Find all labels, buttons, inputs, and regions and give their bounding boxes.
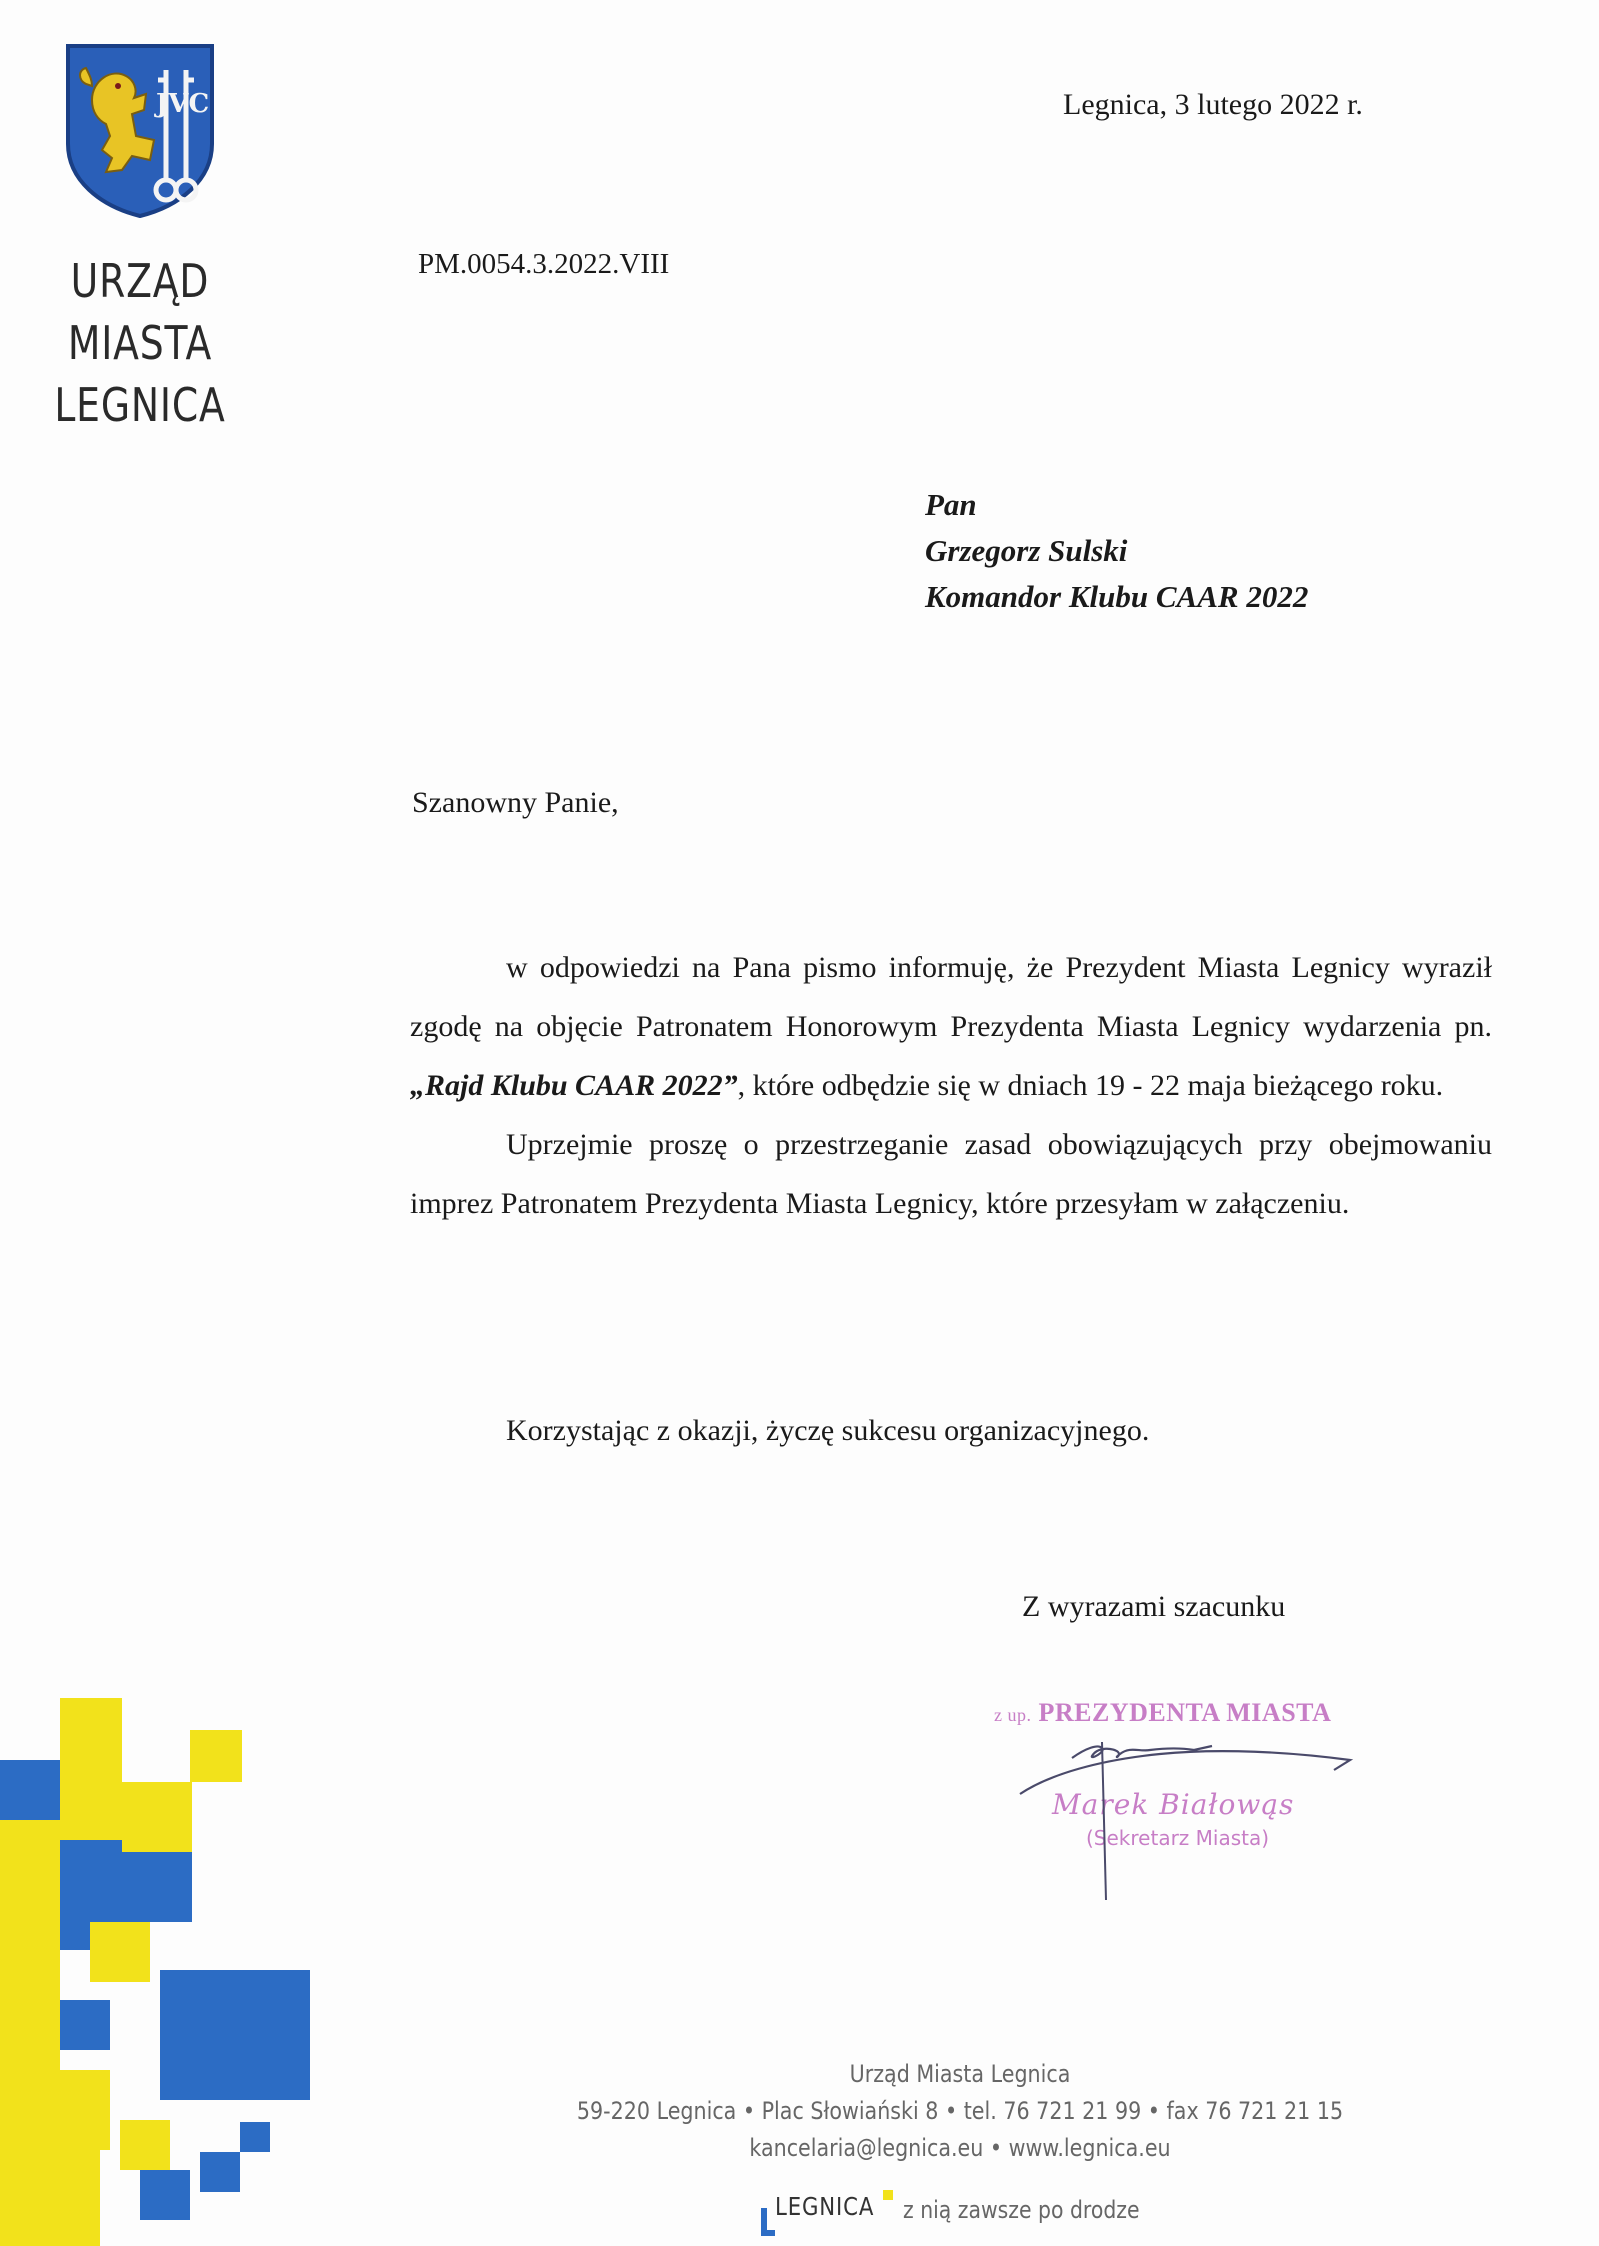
recipient-name: Grzegorz Sulski	[925, 533, 1128, 568]
office-name	[50, 250, 230, 436]
office-name-line: URZĄD	[70, 254, 210, 308]
footer-email-web: kancelaria@legnica.eu • www.legnica.eu	[749, 2134, 1171, 2162]
brand-dot-icon	[883, 2190, 893, 2200]
body-paragraph	[410, 938, 1492, 1115]
brand-logo: LEGNICA	[775, 2192, 875, 2221]
footer-contact	[547, 2056, 1373, 2167]
svg-text:JVC: JVC	[156, 89, 210, 119]
salutation: Szanowny Panie,	[412, 786, 619, 819]
official-stamp	[990, 1690, 1390, 1900]
recipient-block	[925, 482, 1308, 620]
event-name: „Rajd Klubu CAAR 2022”	[410, 1069, 738, 1102]
footer-org: Urząd Miasta Legnica	[849, 2060, 1071, 2088]
stamp-prefix: z up.	[994, 1705, 1032, 1725]
mosaic-squares	[0, 1698, 310, 2246]
footer-address: 59-220 Legnica • Plac Słowiański 8 • tel. 76 721 21 99 • fax 76 721 21 15	[576, 2097, 1344, 2125]
stamp-title-text: PREZYDENTA MIASTA	[1038, 1698, 1332, 1727]
brand-corner-icon	[761, 2208, 767, 2230]
body-paragraph: Uprzejmie proszę o przestrzeganie zasad obowiązujących przy obejmowaniu imprez Patronatem Prezydenta Miasta Legnicy, które przesyłam w załączeniu.	[410, 1128, 1492, 1220]
closing-wish: Korzystając z okazji, życzę sukcesu organizacyjnego.	[506, 1414, 1150, 1447]
letter-date: Legnica, 3 lutego 2022 r.	[1063, 88, 1363, 121]
coat-of-arms-icon	[62, 40, 218, 220]
reference-number: PM.0054.3.2022.VIII	[418, 248, 670, 280]
office-name-line: LEGNICA	[54, 378, 226, 432]
signature-mark	[990, 1690, 1390, 1900]
paragraph-text: w odpowiedzi na Pana pismo informuję, że Prezydent Miasta Legnicy wyraził zgodę na objęcie Patronatem Honorowym Prezydenta Miasta Legnicy wydarzenia pn.	[410, 951, 1492, 1043]
stamp-name: Marek Białowąs	[1052, 1788, 1295, 1821]
paragraph-text: , które odbędzie się w dniach 19 - 22 maja bieżącego roku.	[737, 1069, 1444, 1102]
recipient-role: Komandor Klubu CAAR 2022	[925, 579, 1309, 614]
recipient-title: Pan	[925, 487, 977, 522]
brand-slogan: z nią zawsze po drodze	[903, 2196, 1140, 2224]
regards: Z wyrazami szacunku	[1022, 1590, 1286, 1623]
office-name-line: MIASTA	[67, 316, 213, 370]
decorative-mosaic	[0, 1690, 330, 2246]
letter-body	[410, 938, 1492, 1233]
stamp-role: (Sekretarz Miasta)	[1086, 1826, 1270, 1850]
